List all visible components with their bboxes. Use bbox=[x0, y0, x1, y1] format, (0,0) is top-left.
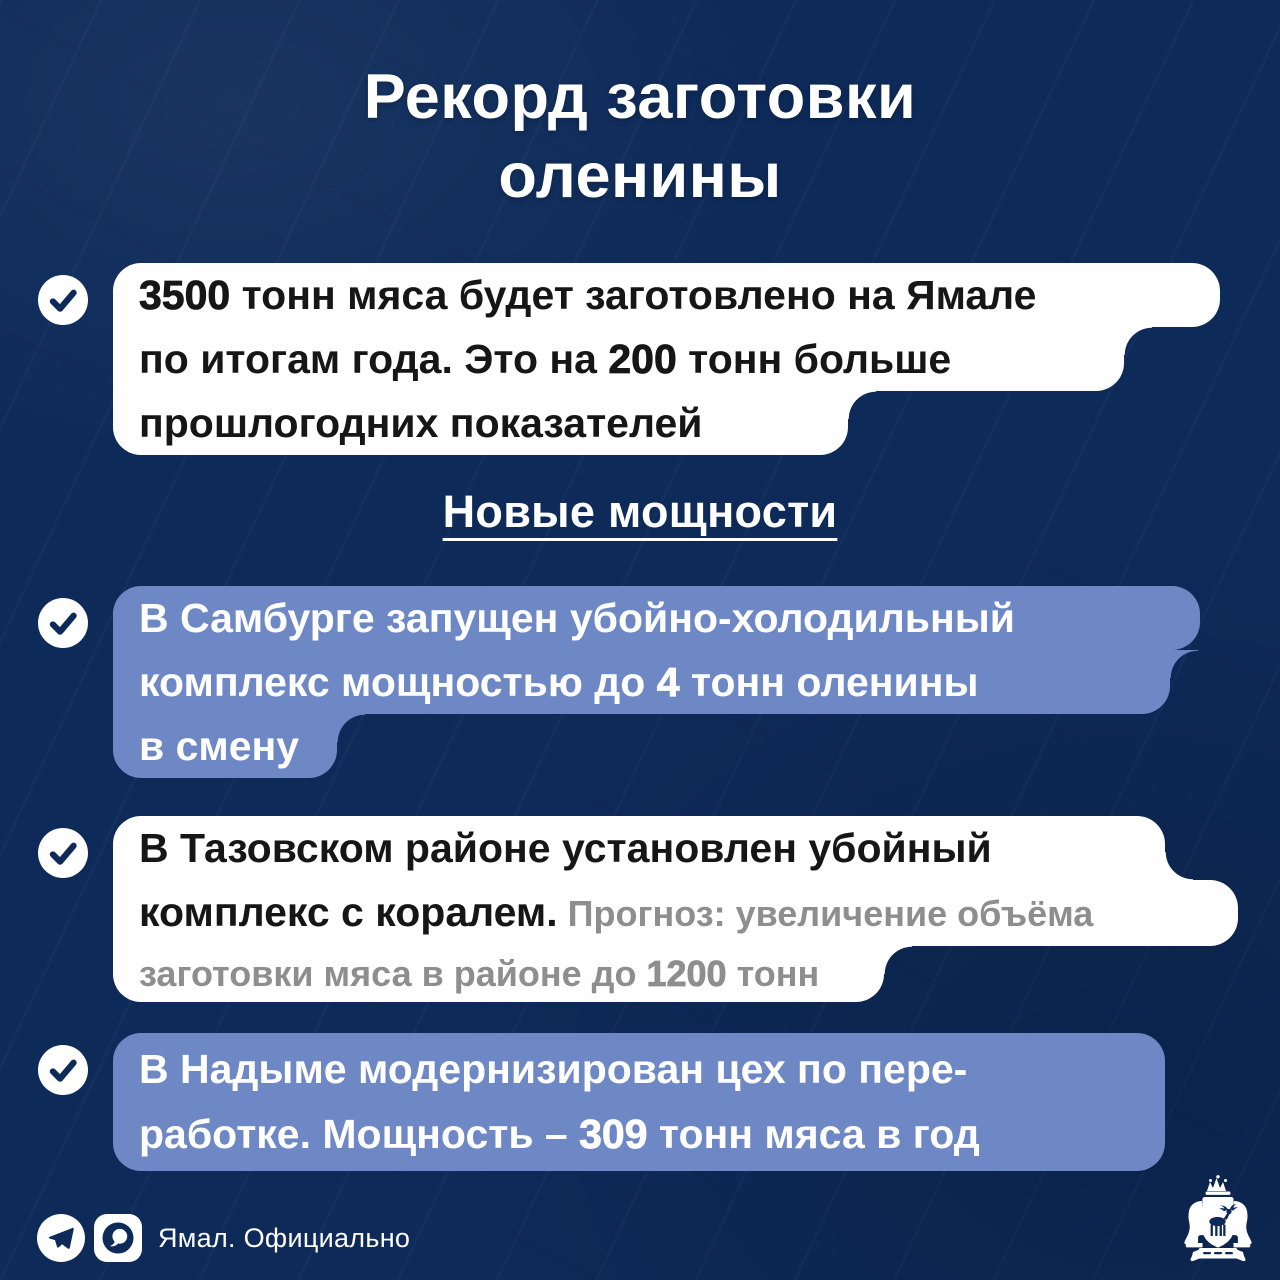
page-title-line1: Рекорд заготовки bbox=[363, 62, 917, 132]
text-segment: в смену bbox=[139, 723, 300, 769]
section-heading: Новые мощности bbox=[442, 486, 838, 537]
card-row bbox=[113, 586, 1200, 650]
stat-number: 4 bbox=[656, 659, 680, 705]
messenger-icon[interactable] bbox=[94, 1214, 142, 1262]
card-row bbox=[113, 816, 1165, 880]
yanao-coat-of-arms-icon bbox=[1181, 1174, 1255, 1270]
check-icon bbox=[38, 275, 88, 325]
text-segment: комплекс мощностью до bbox=[139, 659, 657, 705]
card-row bbox=[113, 650, 1170, 714]
text-segment: В Тазовском районе установлен убойный bbox=[139, 825, 992, 871]
forecast-text: заготовки мяса в районе до bbox=[139, 953, 647, 994]
card-total-harvest bbox=[113, 263, 1220, 455]
card-row bbox=[113, 263, 1220, 327]
card-row bbox=[139, 1037, 1127, 1102]
forecast-text: Прогноз: увеличение объёма bbox=[557, 893, 1094, 934]
stat-number: 309 bbox=[579, 1111, 648, 1157]
text-segment: по итогам года. Это на bbox=[139, 336, 609, 382]
card-row bbox=[113, 327, 1124, 391]
check-icon bbox=[38, 828, 88, 878]
stat-number: 3500 bbox=[139, 272, 231, 318]
stat-number: 200 bbox=[608, 336, 677, 382]
stat-number: 1200 bbox=[646, 953, 727, 994]
card-samburg bbox=[113, 586, 1200, 778]
telegram-icon[interactable] bbox=[37, 1214, 85, 1262]
text-segment: прошлогодних показателей bbox=[139, 400, 703, 446]
check-icon bbox=[38, 1045, 88, 1095]
card-row bbox=[139, 1102, 1127, 1167]
card-row bbox=[113, 714, 337, 778]
text-segment: В Самбурге запущен убойно-холодильный bbox=[139, 595, 1015, 641]
card-nadym bbox=[113, 1033, 1165, 1171]
card-tazovsky bbox=[113, 816, 1238, 1002]
card-row bbox=[113, 880, 1238, 946]
text-segment: тонн больше bbox=[676, 336, 952, 382]
text-segment: В Надыме модернизирован цех по пере- bbox=[139, 1046, 968, 1092]
text-segment: работке. Мощность – bbox=[139, 1111, 580, 1157]
card-row bbox=[113, 391, 848, 455]
text-segment: тонн мяса будет заготовлено на Ямале bbox=[230, 272, 1037, 318]
footer-channel-label: Ямал. Официально bbox=[158, 1223, 411, 1253]
forecast-text: тонн bbox=[726, 953, 820, 994]
page-title-line2: оленины bbox=[498, 141, 782, 211]
page-title bbox=[0, 58, 1280, 216]
text-segment: тонн оленины bbox=[679, 659, 979, 705]
text-segment: комплекс с коралем. bbox=[139, 889, 558, 935]
check-icon bbox=[38, 598, 88, 648]
text-segment: тонн мяса в год bbox=[647, 1111, 980, 1157]
card-row bbox=[113, 946, 884, 1002]
